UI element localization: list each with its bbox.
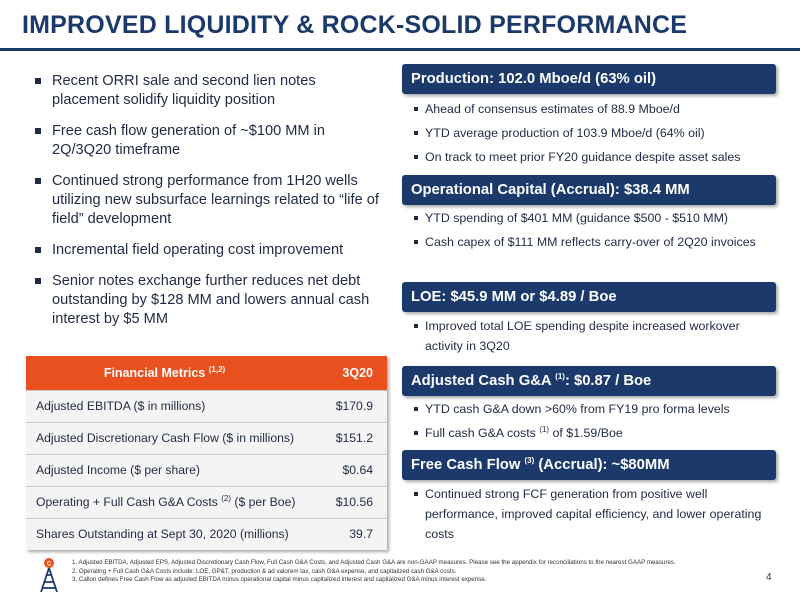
footnote: 3. Callon defines Free Cash Flow as adjusted EBITDA minus operational capital minus capitalized interest and capitalized G&A minus interest expense. (72, 576, 487, 583)
svg-text:C: C (46, 561, 52, 568)
metric-label: Adjusted EBITDA ($ in millions) (26, 390, 303, 422)
table-row (26, 518, 387, 550)
title-divider (0, 48, 800, 51)
list-item: Continued strong FCF generation from positive well performance, improved capital efficiency, and lower operating costs (414, 484, 774, 544)
metric-label: Shares Outstanding at Sept 30, 2020 (millions) (26, 518, 303, 550)
list-item: On track to meet prior FY20 guidance despite asset sales (414, 147, 774, 167)
list-item: Cash capex of $111 MM reflects carry-over of 2Q20 invoices (414, 232, 774, 252)
summary-bullet: Senior notes exchange further reduces net debt outstanding by $128 MM and lowers annual cash interest by $5 MM (34, 272, 379, 329)
list-item: YTD spending of $401 MM (guidance $500 - $510 MM) (414, 208, 774, 228)
metric-value: $151.2 (303, 422, 387, 454)
gna-bullet-list (414, 399, 774, 447)
summary-bullet: Free cash flow generation of ~$100 MM in 2Q/3Q20 timeframe (34, 122, 379, 160)
table-row (26, 390, 387, 422)
footnote: 2. Operating + Full Cash G&A Costs include: LOE, GP&T, production & ad valorem tax, cash G&A expense, and capitalized cash G&A costs. (72, 567, 457, 575)
list-item: Ahead of consensus estimates of 88.9 Mboe/d (414, 99, 774, 119)
table-header-row (26, 356, 387, 390)
adjusted-cash-gna-header: Adjusted Cash G&A $^{(1)}$: $0.87 / Boe (402, 366, 776, 396)
list-item: YTD cash G&A down >60% from FY19 pro forma levels (414, 399, 774, 419)
table-row (26, 454, 387, 486)
operational-capital-bullet-list (414, 208, 774, 256)
table-row (26, 422, 387, 454)
table-row (26, 486, 387, 518)
summary-bullet: Incremental field operating cost improvement (34, 241, 379, 260)
financial-metrics-table (26, 356, 387, 550)
metric-label: Adjusted Income ($ per share) (26, 454, 303, 486)
summary-bullet: Continued strong performance from 1H20 wells utilizing new subsurface learnings related to “life of field” development (34, 172, 379, 229)
metrics-header-period: 3Q20 (303, 356, 387, 390)
production-bullet-list (414, 99, 774, 171)
metric-value: $170.9 (303, 390, 387, 422)
metric-label: Adjusted Discretionary Cash Flow ($ in millions) (26, 422, 303, 454)
metric-value: $0.64 (303, 454, 387, 486)
production-header: Production: 102.0 Mboe/d (63% oil) (402, 64, 776, 94)
fcf-bullet-list (414, 484, 774, 548)
loe-bullet-list (414, 316, 774, 360)
operational-capital-header: Operational Capital (Accrual): $38.4 MM (402, 175, 776, 205)
metric-value: $10.56 (303, 486, 387, 518)
metric-value: 39.7 (303, 518, 387, 550)
loe-header: LOE: $45.9 MM or $4.89 / Boe (402, 282, 776, 312)
list-item: Full cash G&A costs $^{(1)}$ of $1.59/Boe (414, 423, 774, 443)
list-item: YTD average production of 103.9 Mboe/d (64% oil) (414, 123, 774, 143)
metrics-header-label: Financial Metrics $^{(1,2)}$ (26, 356, 303, 390)
page-title: IMPROVED LIQUIDITY & ROCK-SOLID PERFORMANCE (22, 11, 688, 39)
free-cash-flow-header: Free Cash Flow $^{(3)}$ (Accrual): ~$80MM (402, 450, 776, 480)
metric-label: Operating + Full Cash G&A Costs $^{(2)}$ ($ per Boe) (26, 486, 303, 518)
footnote: 1. Adjusted EBITDA, Adjusted EPS, Adjusted Discretionary Cash Flow, Full Cash G&A Costs, and Adjusted Cash G&A are non-GAAP measures. Please see the appendix for reconciliations to the nearest GAAP measures. (72, 559, 676, 566)
page-number: 4 (766, 572, 772, 583)
list-item: Improved total LOE spending despite increased workover activity in 3Q20 (414, 316, 774, 356)
callon-derrick-logo-icon (36, 557, 62, 593)
summary-bullet: Recent ORRI sale and second lien notes placement solidify liquidity position (34, 72, 379, 110)
footnotes (72, 559, 732, 585)
summary-bullet-list (34, 72, 379, 341)
